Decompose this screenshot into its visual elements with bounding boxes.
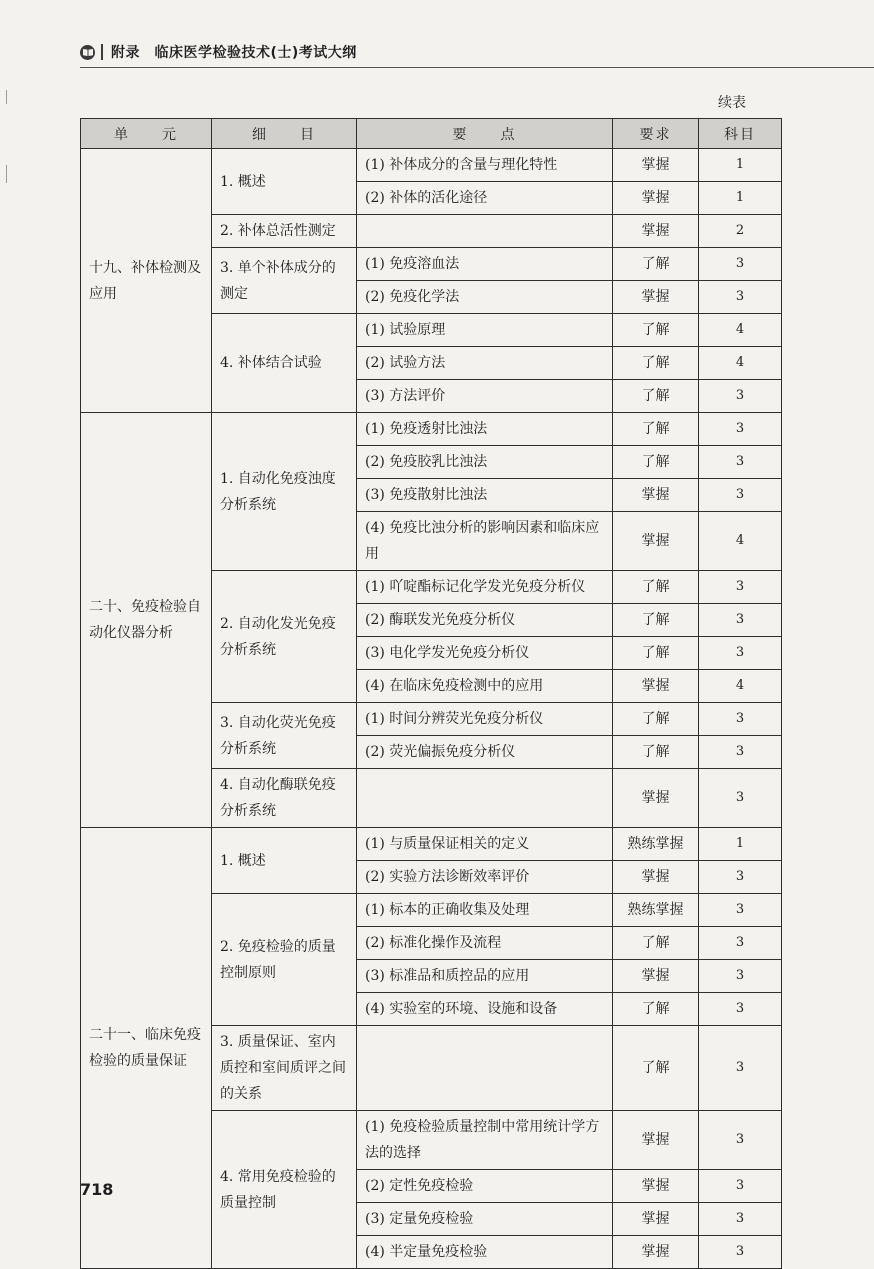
requirement-cell: 了解: [613, 314, 699, 347]
subject-cell: 3: [699, 769, 782, 828]
column-header-subject: 科目: [699, 119, 782, 149]
requirement-cell: 了解: [613, 571, 699, 604]
point-cell: (4) 实验室的环境、设施和设备: [357, 993, 613, 1026]
table-row: [81, 413, 782, 446]
detail-cell: 3. 质量保证、室内质控和室间质评之间的关系: [212, 1026, 357, 1111]
point-cell: (1) 时间分辨荧光免疫分析仪: [357, 703, 613, 736]
subject-cell: 3: [699, 993, 782, 1026]
scan-mark: [6, 165, 7, 183]
subject-cell: 3: [699, 1111, 782, 1170]
point-cell: (1) 补体成分的含量与理化特性: [357, 149, 613, 182]
detail-cell: 2. 补体总活性测定: [212, 215, 357, 248]
unit-cell: 十九、补体检测及应用: [81, 149, 212, 413]
point-cell: (2) 免疫胶乳比浊法: [357, 446, 613, 479]
detail-cell: 1. 概述: [212, 828, 357, 894]
requirement-cell: 掌握: [613, 769, 699, 828]
point-cell: (1) 免疫透射比浊法: [357, 413, 613, 446]
requirement-cell: 掌握: [613, 281, 699, 314]
subject-cell: 4: [699, 314, 782, 347]
requirement-cell: 了解: [613, 604, 699, 637]
subject-cell: 4: [699, 670, 782, 703]
requirement-cell: 掌握: [613, 512, 699, 571]
detail-cell: 4. 常用免疫检验的质量控制: [212, 1111, 357, 1269]
requirement-cell: 掌握: [613, 479, 699, 512]
subject-cell: 1: [699, 828, 782, 861]
point-cell: (1) 免疫溶血法: [357, 248, 613, 281]
requirement-cell: 掌握: [613, 1236, 699, 1269]
requirement-cell: 了解: [613, 380, 699, 413]
requirement-cell: 熟练掌握: [613, 828, 699, 861]
detail-cell: 4. 补体结合试验: [212, 314, 357, 413]
subject-cell: 3: [699, 248, 782, 281]
detail-cell: 2. 免疫检验的质量控制原则: [212, 894, 357, 1026]
unit-cell: 二十、免疫检验自动化仪器分析: [81, 413, 212, 828]
requirement-cell: 掌握: [613, 149, 699, 182]
requirement-cell: 掌握: [613, 215, 699, 248]
point-cell: (2) 酶联发光免疫分析仪: [357, 604, 613, 637]
requirement-cell: 了解: [613, 413, 699, 446]
subject-cell: 3: [699, 894, 782, 927]
subject-cell: 3: [699, 1026, 782, 1111]
requirement-cell: 了解: [613, 927, 699, 960]
point-cell: (3) 电化学发光免疫分析仪: [357, 637, 613, 670]
point-cell: [357, 769, 613, 828]
subject-cell: 3: [699, 479, 782, 512]
point-cell: (2) 免疫化学法: [357, 281, 613, 314]
point-cell: (2) 试验方法: [357, 347, 613, 380]
point-cell: (3) 定量免疫检验: [357, 1203, 613, 1236]
subject-cell: 3: [699, 281, 782, 314]
running-header: [80, 40, 357, 64]
subject-cell: 3: [699, 703, 782, 736]
point-cell: (3) 免疫散射比浊法: [357, 479, 613, 512]
scan-mark: [6, 90, 7, 104]
subject-cell: 3: [699, 413, 782, 446]
subject-cell: 3: [699, 861, 782, 894]
requirement-cell: 掌握: [613, 1111, 699, 1170]
table-header-row: [81, 119, 782, 149]
detail-cell: 1. 自动化免疫浊度分析系统: [212, 413, 357, 571]
requirement-cell: 了解: [613, 248, 699, 281]
point-cell: (4) 在临床免疫检测中的应用: [357, 670, 613, 703]
table-row: [81, 149, 782, 182]
subject-cell: 3: [699, 571, 782, 604]
requirement-cell: 了解: [613, 347, 699, 380]
detail-cell: 2. 自动化发光免疫分析系统: [212, 571, 357, 703]
point-cell: (4) 半定量免疫检验: [357, 1236, 613, 1269]
subject-cell: 3: [699, 604, 782, 637]
column-header-detail: 细 目: [212, 119, 357, 149]
point-cell: (2) 补体的活化途径: [357, 182, 613, 215]
point-cell: (2) 荧光偏振免疫分析仪: [357, 736, 613, 769]
continued-label: 续表: [718, 95, 746, 111]
column-header-unit: 单 元: [81, 119, 212, 149]
detail-cell: 3. 单个补体成分的测定: [212, 248, 357, 314]
column-header-point: 要 点: [357, 119, 613, 149]
requirement-cell: 了解: [613, 703, 699, 736]
book-icon: [80, 45, 95, 60]
detail-cell: 4. 自动化酶联免疫分析系统: [212, 769, 357, 828]
point-cell: (1) 标本的正确收集及处理: [357, 894, 613, 927]
requirement-cell: 了解: [613, 637, 699, 670]
requirement-cell: 了解: [613, 993, 699, 1026]
header-separator: [101, 44, 103, 60]
subject-cell: 3: [699, 1170, 782, 1203]
detail-cell: 3. 自动化荧光免疫分析系统: [212, 703, 357, 769]
column-header-requirement: 要求: [613, 119, 699, 149]
requirement-cell: 掌握: [613, 182, 699, 215]
subject-cell: 3: [699, 1203, 782, 1236]
requirement-cell: 熟练掌握: [613, 894, 699, 927]
subject-cell: 3: [699, 927, 782, 960]
point-cell: (2) 标准化操作及流程: [357, 927, 613, 960]
requirement-cell: 掌握: [613, 861, 699, 894]
subject-cell: 4: [699, 512, 782, 571]
subject-cell: 3: [699, 637, 782, 670]
requirement-cell: 掌握: [613, 1203, 699, 1236]
requirement-cell: 掌握: [613, 1170, 699, 1203]
point-cell: (1) 吖啶酯标记化学发光免疫分析仪: [357, 571, 613, 604]
subject-cell: 2: [699, 215, 782, 248]
subject-cell: 3: [699, 960, 782, 993]
subject-cell: 1: [699, 182, 782, 215]
point-cell: [357, 1026, 613, 1111]
header-title: 附录 临床医学检验技术(士)考试大纲: [111, 45, 357, 61]
syllabus-table: [80, 118, 782, 1269]
page-number: 718: [80, 1180, 114, 1199]
point-cell: (3) 标准品和质控品的应用: [357, 960, 613, 993]
header-rule: [80, 67, 874, 68]
requirement-cell: 掌握: [613, 960, 699, 993]
subject-cell: 3: [699, 736, 782, 769]
point-cell: (3) 方法评价: [357, 380, 613, 413]
point-cell: (1) 试验原理: [357, 314, 613, 347]
subject-cell: 4: [699, 347, 782, 380]
point-cell: (4) 免疫比浊分析的影响因素和临床应用: [357, 512, 613, 571]
table-row: [81, 828, 782, 861]
point-cell: [357, 215, 613, 248]
subject-cell: 3: [699, 1236, 782, 1269]
subject-cell: 3: [699, 446, 782, 479]
detail-cell: 1. 概述: [212, 149, 357, 215]
requirement-cell: 了解: [613, 1026, 699, 1111]
point-cell: (2) 实验方法诊断效率评价: [357, 861, 613, 894]
subject-cell: 3: [699, 380, 782, 413]
unit-cell: 二十一、临床免疫检验的质量保证: [81, 828, 212, 1269]
requirement-cell: 了解: [613, 446, 699, 479]
point-cell: (2) 定性免疫检验: [357, 1170, 613, 1203]
requirement-cell: 了解: [613, 736, 699, 769]
requirement-cell: 掌握: [613, 670, 699, 703]
subject-cell: 1: [699, 149, 782, 182]
point-cell: (1) 免疫检验质量控制中常用统计学方法的选择: [357, 1111, 613, 1170]
point-cell: (1) 与质量保证相关的定义: [357, 828, 613, 861]
